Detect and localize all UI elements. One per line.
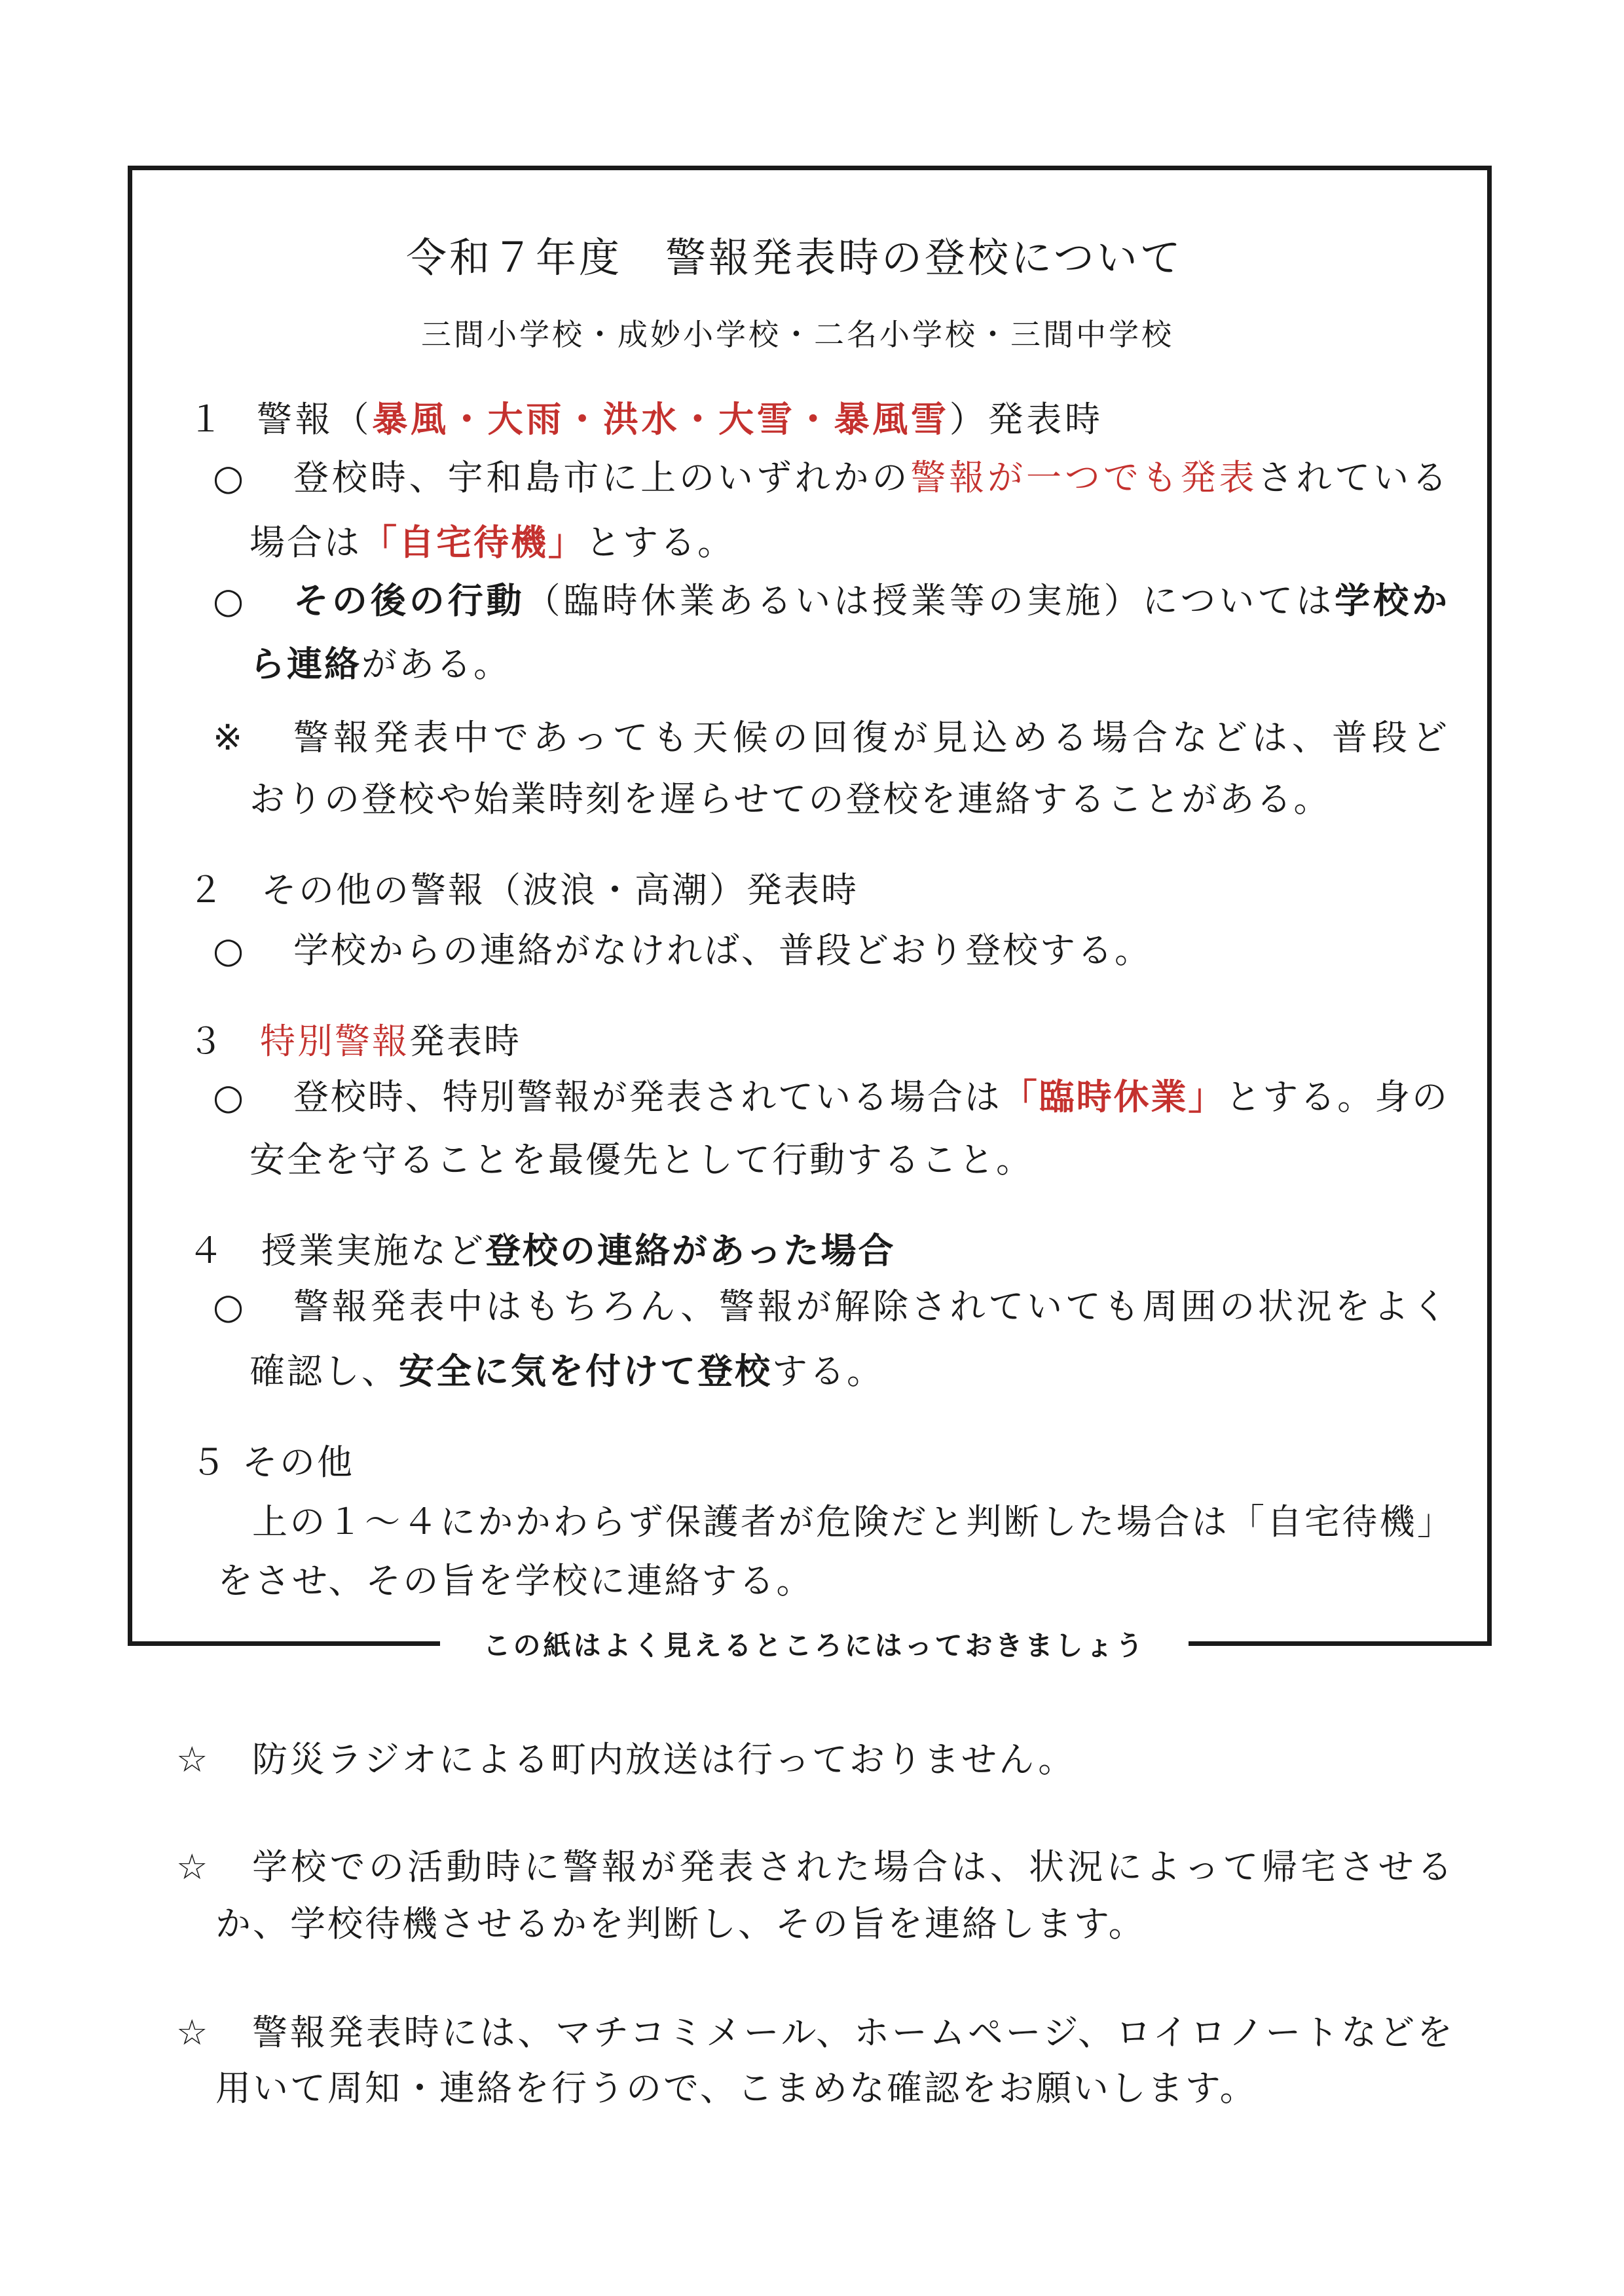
school-names: 三間小学校・成妙小学校・二名小学校・三間中学校: [421, 317, 1174, 352]
note-3-line-2: [215, 2064, 1257, 2113]
section-1-heading: [257, 395, 1100, 445]
frame-caption: この紙はよく見えるところにはっておきましょう: [440, 1626, 1189, 1666]
section-1-note-line-2: [249, 774, 1331, 824]
note-1-line-1: [252, 1735, 1075, 1785]
note-3-line-1: [252, 2008, 1452, 2058]
section-1-note-line-1: [293, 713, 1447, 763]
text-segment: 防災ラジオによる町内放送は行っておりません。: [252, 1739, 1076, 1780]
attend-contact-emphasis: 登校の連絡があった場合: [485, 1230, 896, 1271]
section-4-heading: [261, 1226, 895, 1276]
text-segment: がある。: [361, 644, 511, 685]
text-segment: 警報発表時には、マチコミメール、ホームページ、ロイロノートなどを: [252, 2012, 1452, 2053]
circle-bullet-icon: ○: [213, 580, 246, 621]
text-segment: （臨時休業あるいは授業等の実施）については: [525, 580, 1335, 621]
text-segment: 安全を守ることを最優先として行動すること。: [249, 1139, 1033, 1180]
section-1-item-2-line-2: [249, 640, 511, 689]
safe-attendance-emphasis: 安全に気を付けて登校: [399, 1351, 772, 1392]
text-segment: をさせ、その旨を学校に連絡する。: [217, 1560, 814, 1601]
special-warning-emphasis: 特別警報: [260, 1021, 409, 1062]
heading-text: その他: [242, 1442, 354, 1483]
next-action-emphasis: その後の行動: [293, 580, 525, 621]
text-segment: 学校からの連絡がなければ、普段どおり登校する。: [293, 930, 1152, 971]
note-2-line-2: [215, 1899, 1146, 1949]
star-bullet-icon: ☆: [176, 1846, 210, 1887]
notice-title: 令和７年度 警報発表時の登校について: [406, 234, 1183, 282]
circle-bullet-icon: ○: [213, 457, 246, 498]
section-1-item-1-line-2: [249, 518, 735, 568]
text-segment: 場合は: [249, 522, 361, 563]
section-3-item-1-line-1: [293, 1072, 1447, 1122]
section-3-item-1-line-2: [249, 1135, 1033, 1185]
section-1-number: １: [188, 399, 225, 440]
section-2-heading: [261, 866, 858, 915]
text-segment: 学校での活動時に警報が発表された場合は、状況によって帰宅させる: [252, 1846, 1452, 1887]
star-bullet-icon: ☆: [176, 2012, 210, 2053]
text-segment: 確認し、: [249, 1351, 399, 1392]
text-segment: する。: [772, 1351, 884, 1392]
text-segment: とする。身の: [1225, 1076, 1447, 1118]
section-2-item-1-line-1: [293, 926, 1152, 975]
text-segment: か、学校待機させるかを判断し、その旨を連絡します。: [215, 1903, 1146, 1944]
text-segment: 登校時、特別警報が発表されている場合は: [293, 1076, 1002, 1118]
section-4-number: ４: [188, 1230, 225, 1271]
text-segment: 警報発表中はもちろん、警報が解除されていても周囲の状況をよく: [293, 1286, 1447, 1327]
stay-home-emphasis: 「自宅待機」: [361, 522, 585, 563]
section-3-heading: [260, 1017, 521, 1066]
circle-bullet-icon: ○: [213, 930, 246, 971]
section-5-line-2: [217, 1556, 813, 1606]
school-contact-emphasis: ら連絡: [249, 644, 361, 685]
section-2-number: ２: [188, 869, 225, 911]
section-4-item-1-line-2: [249, 1347, 884, 1396]
reference-mark-icon: ※: [213, 717, 245, 758]
section-1-item-2-line-1: [293, 576, 1447, 626]
star-bullet-icon: ☆: [176, 1739, 210, 1780]
text-segment: 用いて周知・連絡を行うので、こまめな確認をお願いします。: [215, 2068, 1257, 2109]
section-5-number: ５: [191, 1442, 228, 1483]
section-5-heading: [242, 1438, 354, 1487]
school-closure-emphasis: 「臨時休業」: [1001, 1076, 1226, 1118]
section-1-item-1-line-1: [293, 453, 1447, 503]
text-segment: とする。: [585, 522, 735, 563]
text-segment: 警報発表中であっても天候の回復が見込める場合などは、普段ど: [293, 717, 1447, 758]
section-5-line-1: [252, 1497, 1452, 1547]
heading-text: ）発表時: [949, 399, 1100, 440]
text-segment: おりの登校や始業時刻を遅らせての登校を連絡することがある。: [249, 778, 1331, 820]
circle-bullet-icon: ○: [213, 1286, 246, 1327]
circle-bullet-icon: ○: [213, 1076, 246, 1118]
school-contact-emphasis: 学校か: [1335, 580, 1447, 621]
note-2-line-1: [252, 1842, 1452, 1892]
heading-text: 警報（: [257, 399, 373, 440]
heading-text: 発表時: [409, 1021, 521, 1062]
text-segment: 登校時、宇和島市に上のいずれかの: [293, 457, 911, 498]
text-segment: されている: [1257, 457, 1447, 498]
warning-types-emphasis: 暴風・大雨・洪水・大雪・暴風雪: [372, 399, 950, 440]
heading-text: 授業実施など: [261, 1230, 485, 1271]
heading-text: その他の警報（波浪・高潮）発表時: [261, 869, 858, 911]
section-3-number: ３: [188, 1021, 225, 1062]
section-4-item-1-line-1: [293, 1282, 1447, 1332]
any-warning-emphasis: 警報が一つでも発表: [910, 457, 1258, 498]
text-segment: 上の１～４にかかわらず保護者が危険だと判断した場合は「自宅待機」: [252, 1501, 1452, 1542]
